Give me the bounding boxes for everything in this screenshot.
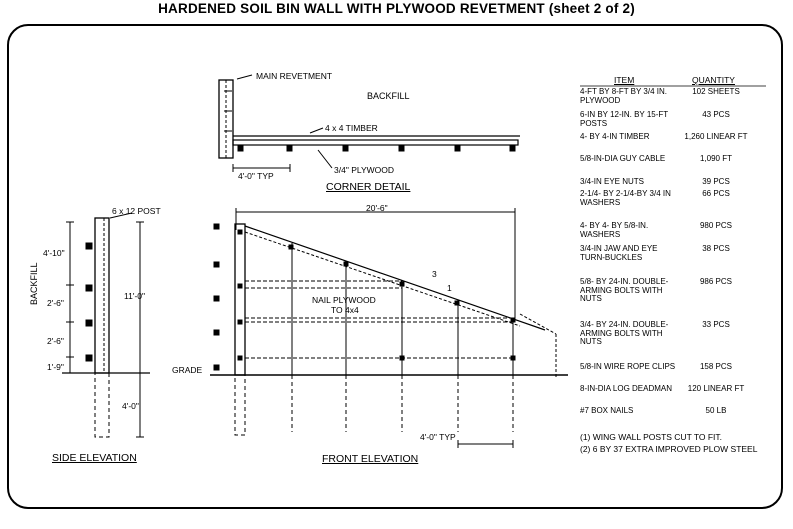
- label-corner-backfill: BACKFILL: [367, 91, 410, 101]
- table-cell-item: 2-1/4- BY 2-1/4-BY 3/4 IN WASHERS: [580, 189, 671, 207]
- table-cell-item: 3/4-IN JAW AND EYE TURN-BUCKLES: [580, 244, 658, 262]
- table-cell-quantity: 50 LB: [705, 406, 727, 415]
- label-timber: 4 x 4 TIMBER: [325, 123, 378, 133]
- label-main-revetment: MAIN REVETMENT: [256, 71, 333, 81]
- label-cable-1: 1: [447, 283, 452, 293]
- side-post: [95, 218, 109, 373]
- table-cell-item: 8-IN-DIA LOG DEADMAN: [580, 384, 673, 393]
- table-cell-quantity: 980 PCS: [699, 221, 733, 230]
- label-side-backfill: BACKFILL: [29, 262, 39, 305]
- corner-timber: [233, 140, 518, 145]
- table-cell-item: 4- BY 4- BY 5/8-IN. WASHERS: [580, 221, 649, 239]
- side-post-embedded: [95, 373, 109, 437]
- label-dim-1-9: 1'-9": [47, 362, 64, 372]
- label-grade: GRADE: [172, 365, 203, 375]
- caption-front-elevation: FRONT ELEVATION: [322, 453, 419, 465]
- label-post: 6 x 12 POST: [112, 206, 161, 216]
- corner-fasteners: [238, 145, 515, 151]
- front-main-post: [235, 224, 245, 375]
- label-width: 20'-6": [366, 203, 388, 213]
- table-cell-item: #7 BOX NAILS: [580, 406, 634, 415]
- table-cell-item: 5/8-IN-DIA GUY CABLE: [580, 154, 666, 163]
- table-cell-quantity: 986 PCS: [699, 277, 733, 286]
- label-embed: 4'-0": [122, 401, 139, 411]
- table-cell-item: 4-FT BY 8-FT BY 3/4 IN. PLYWOOD: [580, 87, 667, 105]
- label-dim-2-6-b: 2'-6": [47, 336, 64, 346]
- table-cell-quantity: 1,090 FT: [699, 154, 732, 163]
- table-cell-quantity: 102 SHEETS: [692, 87, 740, 96]
- side-bolts: [86, 243, 92, 361]
- table-header-quantity: QUANTITY: [692, 75, 735, 85]
- label-plywood: 3/4" PLYWOOD: [334, 165, 395, 175]
- footnote-2: (2) 6 BY 37 EXTRA IMPROVED PLOW STEEL: [580, 444, 758, 454]
- label-nail-plywood: NAIL PLYWOOD: [312, 295, 376, 305]
- table-cell-quantity: 38 PCS: [702, 244, 730, 253]
- label-to-4x4: TO 4x4: [331, 305, 359, 315]
- caption-corner-detail: CORNER DETAIL: [326, 181, 411, 193]
- caption-side-elevation: SIDE ELEVATION: [52, 452, 137, 464]
- table-cell-quantity: 43 PCS: [702, 110, 730, 119]
- table-cell-item: 5/8-IN WIRE ROPE CLIPS: [580, 362, 676, 371]
- front-elevation-drawing: [210, 208, 568, 448]
- label-corner-spacing: 4'-0" TYP: [238, 171, 274, 181]
- table-cell-item: 5/8- BY 24-IN. DOUBLE-ARMING BOLTS WITH NUTS: [580, 277, 669, 304]
- label-front-spacing: 4'-0" TYP: [420, 432, 456, 442]
- table-cell-item: 6-IN BY 12-IN. BY 15-FT POSTS: [580, 110, 669, 128]
- page-title: HARDENED SOIL BIN WALL WITH PLYWOOD REVETMENT (sheet 2 of 2): [158, 1, 635, 16]
- table-cell-quantity: 1,260 LINEAR FT: [684, 132, 748, 141]
- label-cable-3: 3: [432, 269, 437, 279]
- label-dim-4-10: 4'-10": [43, 248, 65, 258]
- footnote-1: (1) WING WALL POSTS CUT TO FIT.: [580, 432, 722, 442]
- table-cell-quantity: 158 PCS: [699, 362, 733, 371]
- table-header-item: ITEM: [614, 75, 635, 85]
- table-cell-item: 3/4- BY 24-IN. DOUBLE-ARMING BOLTS WITH NUTS: [580, 320, 669, 347]
- table-cell-quantity: 120 LINEAR FT: [687, 384, 745, 393]
- table-cell-quantity: 66 PCS: [702, 189, 730, 198]
- table-cell-quantity: 33 PCS: [702, 320, 730, 329]
- label-height: 11'-0": [124, 291, 146, 301]
- table-cell-quantity: 39 PCS: [702, 177, 730, 186]
- label-dim-2-6-a: 2'-6": [47, 298, 64, 308]
- table-cell-item: 3/4-IN EYE NUTS: [580, 177, 645, 186]
- table-cell-item: 4- BY 4-IN TIMBER: [580, 132, 650, 141]
